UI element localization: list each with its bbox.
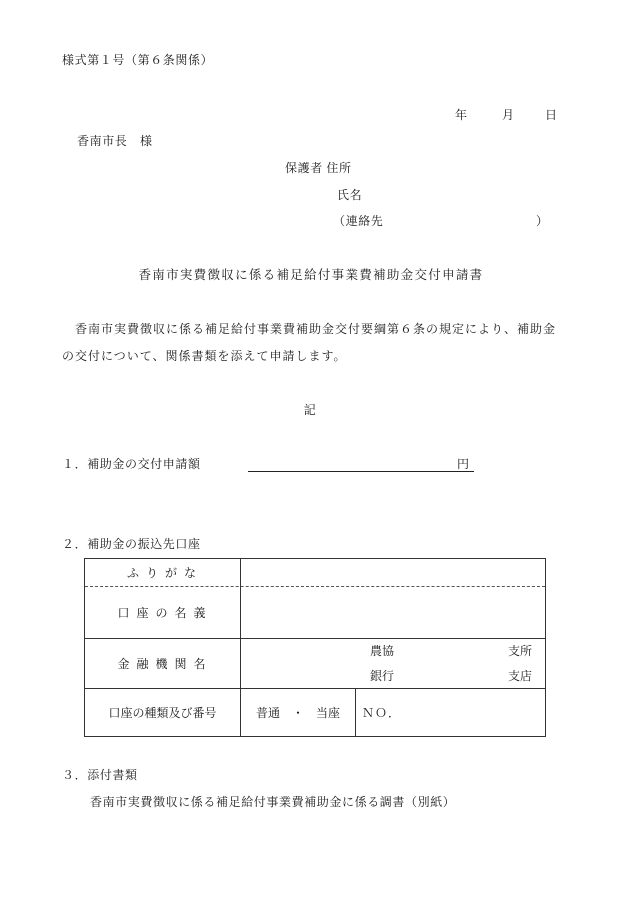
body-line-2: の交付について、関係書類を添えて申請します。 — [62, 349, 347, 363]
account-number-label: ＮＯ． — [362, 706, 402, 720]
account-holder-label: 口 座 の 名 義 — [117, 605, 208, 620]
attachment-item: 香南市実費徴収に係る補足給付事業費補助金に係る調書（別紙） — [90, 795, 456, 809]
date-month-label: 月 — [502, 108, 515, 122]
contact-label: （連絡先 — [333, 214, 384, 228]
account-type-options: 普通 ・ 当座 — [255, 705, 340, 720]
account-type-label: 口座の種類及び番号 — [108, 705, 217, 720]
bank-name-label: 金 融 機 関 名 — [117, 656, 208, 671]
amount-underline — [248, 471, 474, 472]
bank-type-ginko: 銀行 — [370, 669, 395, 683]
furigana-value — [241, 559, 545, 586]
yen-label: 円 — [457, 457, 470, 471]
section1-heading: １．補助金の交付申請額 — [62, 457, 201, 471]
form-number: 様式第１号（第６条関係） — [62, 53, 214, 67]
branch-type-shisho: 支所 — [508, 644, 533, 658]
furigana-label: ふ り が な — [126, 565, 198, 580]
account-holder-value — [241, 587, 545, 638]
bank-account-table — [84, 558, 546, 737]
account-number-divider — [355, 688, 356, 736]
applicant-name-label: 氏名 — [337, 188, 363, 202]
date-day-label: 日 — [545, 108, 558, 122]
bank-type-nokyo: 農協 — [370, 644, 395, 658]
addressee: 香南市長 様 — [77, 134, 153, 148]
branch-type-shiten: 支店 — [508, 669, 533, 683]
section3-heading: ３．添付書類 — [62, 768, 138, 782]
body-line-1: 香南市実費徴収に係る補足給付事業費補助金交付要綱第６条の規定により、補助金 — [62, 322, 557, 336]
section2-heading: ２．補助金の振込先口座 — [62, 537, 201, 551]
applicant-address-label: 保護者 住所 — [285, 161, 352, 175]
ki-heading: 記 — [303, 403, 317, 417]
date-year-label: 年 — [455, 108, 468, 122]
contact-close-paren: ） — [536, 214, 549, 228]
document-title: 香南市実費徴収に係る補足給付事業費補助金交付申請書 — [138, 268, 484, 282]
